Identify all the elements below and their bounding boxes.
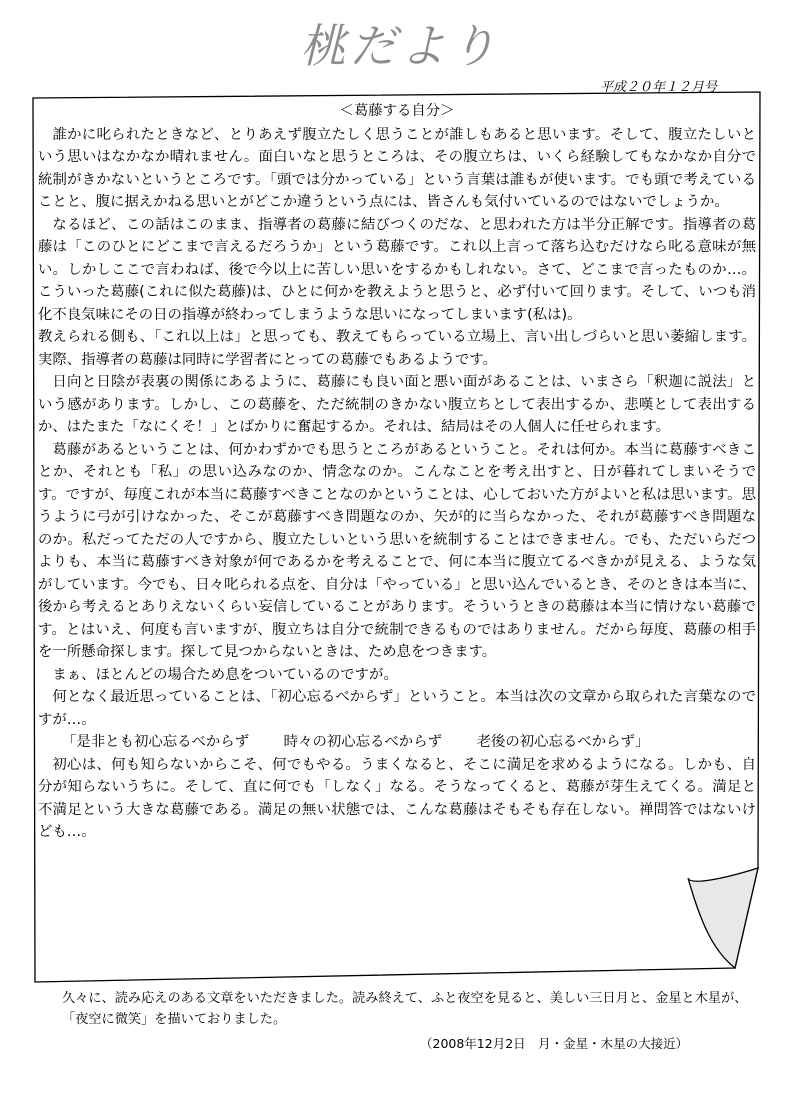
page-title: 桃だより	[300, 19, 500, 73]
page-curl	[688, 868, 758, 968]
paragraph: 教えられる側も、「これ以上は」と思っても、教えてもらっている立場上、言い出しづらいと思い萎縮します。実際、指導者の葛藤は同時に学習者にとっての葛藤でもあるようです。	[38, 329, 756, 368]
issue-label: 平成２０年１２月号	[600, 80, 718, 95]
article-heading: ＜葛藤する自分＞	[339, 103, 455, 119]
paragraph: 日向と日陰が表裏の関係にあるように、葛藤にも良い面と悪い面があることは、いまさら「釈迦に説法」という感があります。しかし、この葛藤を、ただ統制のきかない腹立ちとして表出するか、悲嘆として表出するか、はたまた「なにくそ！」とばかりに奮起するか。それは、結局はその人個人に任せられます。	[38, 374, 756, 435]
quote-part: 老後の初心忘るべからず」	[476, 734, 650, 750]
paragraph: 誰かに叱られたときなど、とりあえず腹立たしく思うことが誰しもあると思います。そして、腹立たしいという思いはなかなか晴れません。面白いなと思うところは、その腹立ちは、いくら経験してもなかなか自分で統制がきかないというところです。「頭では分かっている」という言葉は誰もが使います。でも頭で考えていることと、腹に据えかねる思いとがどこか違うという点には、皆さんも気付いているのではないでしょうか。	[38, 126, 756, 210]
paragraph: 葛藤があるということは、何かわずかでも思うところがあるということ。それは何か。本当に葛藤すべきことか、それとも「私」の思い込みなのか、情念なのか。こんなことを考え出すと、日が暮れてしまいそうです。ですが、毎度これが本当に葛藤すべきことなのかということは、心しておいた方がよいと私は思います。思うように弓が引けなかった、そこが葛藤すべき問題なのか、矢が的に当らなかった、それが葛藤すべき問題なのか。私だってただの人ですから、腹立たしいという思いを統制することはできません。でも、ただいらだつよりも、本当に葛藤すべき対象が何であるかを考えることで、何に本当に腹立てるべきかが見える、ような気がしています。今でも、日々叱られる点を、自分は「やっている」と思い込んでいるとき、そのときは本当に、後から考えるとありえないくらい妄信していることがあります。そういうときの葛藤は本当に情けない葛藤です。とはいえ、何度も言いますが、腹立ちは自分で統制できるものではありません。だから毎度、葛藤の相手を一所懸命探します。探して見つからないときは、ため息をつきます。	[38, 441, 756, 660]
paragraph: なるほど、この話はこのまま、指導者の葛藤に結びつくのだな、と思われた方は半分正解です。指導者の葛藤は「このひとにどこまで言えるだろうか」という葛藤です。これ以上言って落ち込むだけなら叱る意味が無い。しかしここで言わねば、後で今以上に苦しい思いをするかもしれない。さて、どこまで言ったものか…。こういった葛藤(これに似た葛藤)は、ひとに何かを教えようと思うと、必ず付いて回ります。そして、いつも消化不良気味にその日の指導が終わってしまうような思いになってしまいます(私は)。	[38, 216, 756, 323]
paragraph: 何となく最近思っていることは、「初心忘るべからず」ということ。本当は次の文章から取られた言葉なのですが…。	[38, 689, 756, 728]
paragraph: まぁ、ほとんどの場合ため息をついているのですが。	[52, 666, 398, 683]
footer-caption: （2008年12月2日 月・金星・木星の大接近）	[420, 1036, 689, 1051]
quote-part: 「是非とも初心忘るべからず	[62, 734, 250, 750]
article-body	[38, 98, 756, 844]
footer-note: 久々に、読み応えのある文章をいただきました。読み終えて、ふと夜空を見ると、美しい三日月と、金星と木星が、「夜空に微笑」を描いておりました。	[62, 991, 748, 1027]
quote-line	[38, 731, 756, 754]
quote-part: 時々の初心忘るべからず	[283, 734, 442, 750]
closing-paragraph: 初心は、何も知らないからこそ、何でもやる。うまくなると、そこに満足を求めるようになる。しかも、自分が知らないうちに。そして、直に何でも「しなく」なる。そうなってくると、葛藤が芽生えてくる。満足と不満足という大きな葛藤である。満足の無い状態では、こんな葛藤はそもそも存在しない。禅問答ではないけども…。	[38, 756, 756, 840]
